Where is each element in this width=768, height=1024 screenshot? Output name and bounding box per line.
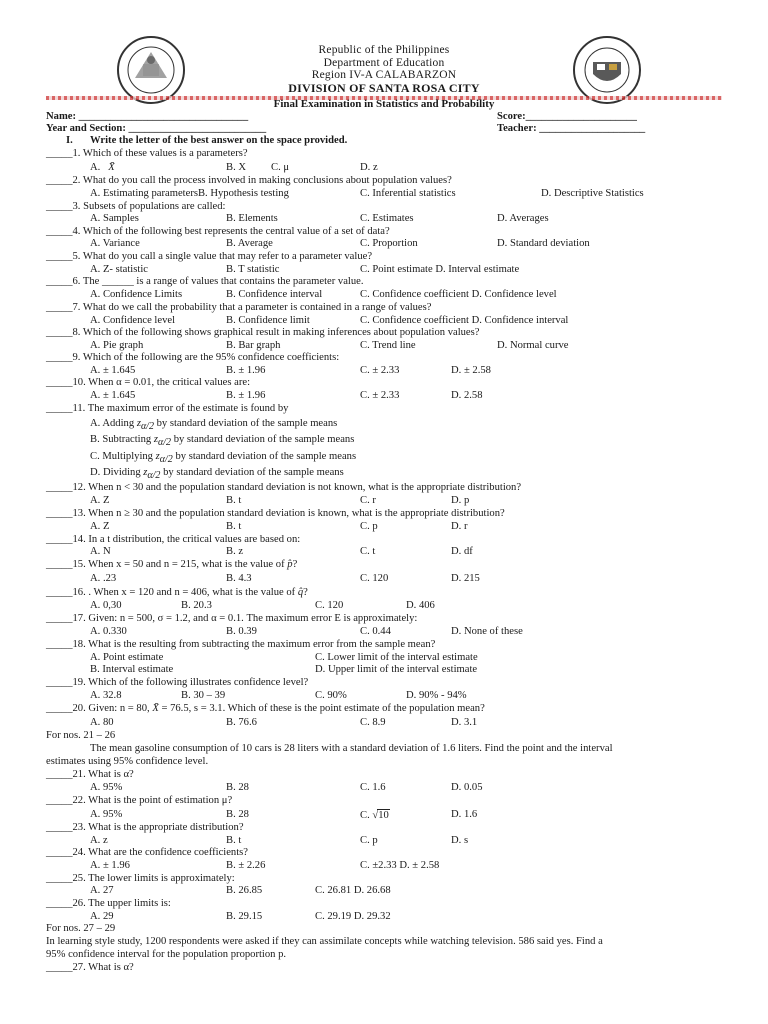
question-1: _____1. Which of these values is a parameters? bbox=[46, 148, 248, 159]
passage-2-line-1: In learning style study, 1200 respondents were asked if they can assimilate concepts while watching television. 586 said yes. Find a bbox=[46, 936, 603, 947]
q20-choice-a: A. 80 bbox=[90, 717, 114, 728]
q3-choice-b: B. Elements bbox=[226, 213, 278, 224]
q1-choice-c: C. μ bbox=[271, 162, 290, 173]
question-13: _____13. When n ≥ 30 and the population standard deviation is known, what is the appropriate distribution? bbox=[46, 508, 505, 519]
q2-choice-ab: A. Estimating parametersB. Hypothesis testing bbox=[90, 188, 289, 199]
q14-choice-a: A. N bbox=[90, 546, 111, 557]
q8-choice-b: B. Bar graph bbox=[226, 340, 281, 351]
q13-choice-b: B. t bbox=[226, 521, 242, 532]
q11-choice-b: B. Subtracting $z_{\alpha/2}$ by standard deviation of the sample means bbox=[90, 434, 355, 449]
q23-choice-a: A. z bbox=[90, 835, 108, 846]
question-15: _____15. When x = 50 and n = 215, what is the value of p̂? bbox=[46, 559, 298, 570]
q4-choice-b: B. Average bbox=[226, 238, 273, 249]
question-23: _____23. What is the appropriate distribution? bbox=[46, 822, 244, 833]
question-4: _____4. Which of the following best represents the central value of a set of data? bbox=[46, 226, 390, 237]
q24-choice-cd: C. ±2.33 D. ± 2.58 bbox=[360, 860, 440, 871]
republic-line: Republic of the Philippines bbox=[318, 44, 450, 56]
question-25: _____25. The lower limits is approximately: bbox=[46, 873, 235, 884]
q16-choice-d: D. 406 bbox=[406, 600, 435, 611]
q1-choice-b: B. X bbox=[226, 162, 247, 173]
question-22: _____22. What is the point of estimation μ? bbox=[46, 795, 233, 806]
q9-choice-a: A. ± 1.645 bbox=[90, 365, 136, 376]
question-2: _____2. What do you call the process involved in making conclusions about population values? bbox=[46, 175, 452, 186]
q12-choice-d: D. p bbox=[451, 495, 470, 506]
q5-choice-cd: C. Point estimate D. Interval estimate bbox=[360, 264, 520, 275]
q24-choice-b: B. ± 2.26 bbox=[226, 860, 266, 871]
question-11: _____11. The maximum error of the estimate is found by bbox=[46, 403, 289, 414]
q5-choice-a: A. Z- statistic bbox=[90, 264, 148, 275]
q15-choice-d: D. 215 bbox=[451, 573, 480, 584]
q18-choice-c: C. Lower limit of the interval estimate bbox=[315, 652, 478, 663]
question-16: _____16. . When x = 120 and n = 406, what is the value of q̂? bbox=[46, 587, 308, 598]
q22-choice-b: B. 28 bbox=[226, 809, 249, 820]
q4-choice-d: D. Standard deviation bbox=[497, 238, 590, 249]
question-19: _____19. Which of the following illustrates confidence level? bbox=[46, 677, 309, 688]
q18-choice-a: A. Point estimate bbox=[90, 652, 164, 663]
q16-choice-a: A. 0,30 bbox=[90, 600, 122, 611]
q10-choice-c: C. ± 2.33 bbox=[360, 390, 400, 401]
q6-choice-cd: C. Confidence coefficient D. Confidence level bbox=[360, 289, 557, 300]
year-section-field[interactable]: Year and Section: __________________________ bbox=[46, 123, 267, 134]
q17-choice-a: A. 0.330 bbox=[90, 626, 127, 637]
passage-1-line-1: The mean gasoline consumption of 10 cars is 28 liters with a standard deviation of 1.6 liters. Find the point and the interval bbox=[90, 743, 613, 754]
question-7: _____7. What do we call the probability that a parameter is contained in a range of values? bbox=[46, 302, 432, 313]
q12-choice-c: C. r bbox=[360, 495, 376, 506]
q21-choice-b: B. 28 bbox=[226, 782, 249, 793]
question-3: _____3. Subsets of populations are called: bbox=[46, 201, 226, 212]
question-12: _____12. When n < 30 and the population standard deviation is not known, what is the appropriate distribution? bbox=[46, 482, 522, 493]
exam-title: Final Examination in Statistics and Probability bbox=[273, 98, 495, 110]
question-24: _____24. What are the confidence coefficients? bbox=[46, 847, 248, 858]
question-6: _____6. The ______ is a range of values that contains the parameter value. bbox=[46, 276, 364, 287]
q19-choice-c: C. 90% bbox=[315, 690, 347, 701]
question-26: _____26. The upper limits is: bbox=[46, 898, 171, 909]
question-18: _____18. What is the resulting from subtracting the maximum error from the sample mean? bbox=[46, 639, 436, 650]
q10-choice-b: B. ± 1.96 bbox=[226, 390, 266, 401]
q11-choice-d: D. Dividing $z_{\alpha/2}$ by standard deviation of the sample means bbox=[90, 467, 344, 482]
q24-choice-a: A. ± 1.96 bbox=[90, 860, 130, 871]
department-line: Department of Education bbox=[323, 56, 445, 69]
q7-choice-b: B. Confidence limit bbox=[226, 315, 310, 326]
region-line: Region IV-A CALABARZON bbox=[311, 69, 457, 81]
q4-choice-a: A. Variance bbox=[90, 238, 140, 249]
q23-choice-b: B. t bbox=[226, 835, 242, 846]
q26-choice-a: A. 29 bbox=[90, 911, 114, 922]
q1-choice-d: D. z bbox=[360, 162, 378, 173]
q18-choice-b: B. Interval estimate bbox=[90, 664, 174, 675]
q19-choice-a: A. 32.8 bbox=[90, 690, 122, 701]
q9-choice-c: C. ± 2.33 bbox=[360, 365, 400, 376]
q13-choice-c: C. p bbox=[360, 521, 378, 532]
q14-choice-d: D. df bbox=[451, 546, 473, 557]
q6-choice-a: A. Confidence Limits bbox=[90, 289, 183, 300]
q25-choice-a: A. 27 bbox=[90, 885, 114, 896]
q8-choice-a: A. Pie graph bbox=[90, 340, 144, 351]
q10-choice-d: D. 2.58 bbox=[451, 390, 483, 401]
q21-choice-d: D. 0.05 bbox=[451, 782, 483, 793]
q1-choice-a: A. X̄ bbox=[90, 162, 115, 173]
question-10: _____10. When α = 0.01, the critical values are: bbox=[46, 377, 251, 388]
q12-choice-b: B. t bbox=[226, 495, 242, 506]
q19-choice-b: B. 30 – 39 bbox=[181, 690, 226, 701]
q16-choice-c: C. 120 bbox=[315, 600, 344, 611]
q21-choice-c: C. 1.6 bbox=[360, 782, 386, 793]
q9-choice-b: B. ± 1.96 bbox=[226, 365, 266, 376]
q17-choice-b: B. 0.39 bbox=[226, 626, 257, 637]
q3-choice-d: D. Averages bbox=[497, 213, 549, 224]
letterhead-text bbox=[0, 44, 768, 94]
q23-choice-d: D. s bbox=[451, 835, 469, 846]
q21-choice-a: A. 95% bbox=[90, 782, 123, 793]
q4-choice-c: C. Proportion bbox=[360, 238, 418, 249]
q11-choice-c: C. Multiplying $z_{\alpha/2}$ by standard deviation of the sample means bbox=[90, 451, 357, 466]
letterhead bbox=[0, 38, 768, 96]
question-5: _____5. What do you call a single value that may refer to a parameter value? bbox=[46, 251, 373, 262]
q12-choice-a: A. Z bbox=[90, 495, 110, 506]
question-14: _____14. In a t distribution, the critical values are based on: bbox=[46, 534, 301, 545]
q20-choice-b: B. 76.6 bbox=[226, 717, 257, 728]
question-17: _____17. Given: n = 500, σ = 1.2, and α = 0.1. The maximum error E is approximately: bbox=[46, 613, 418, 624]
q6-choice-b: B. Confidence interval bbox=[226, 289, 323, 300]
q9-choice-d: D. ± 2.58 bbox=[451, 365, 491, 376]
q22-choice-a: A. 95% bbox=[90, 809, 123, 820]
q25-choice-b: B. 26.85 bbox=[226, 885, 263, 896]
q7-choice-a: A. Confidence level bbox=[90, 315, 176, 326]
passage-1-line-2: estimates using 95% confidence level. bbox=[46, 756, 209, 767]
q22-choice-c: C. √10 bbox=[360, 810, 389, 821]
score-field[interactable]: Score:_____________________ bbox=[497, 111, 637, 122]
instruction-number: I. bbox=[66, 135, 73, 146]
q15-choice-b: B. 4.3 bbox=[226, 573, 252, 584]
section-label-21-26: For nos. 21 – 26 bbox=[46, 730, 116, 741]
q8-choice-d: D. Normal curve bbox=[497, 340, 569, 351]
question-8: _____8. Which of the following shows graphical result in making inferences about population values? bbox=[46, 327, 480, 338]
instruction-text: Write the letter of the best answer on the space provided. bbox=[90, 135, 348, 146]
q14-choice-c: C. t bbox=[360, 546, 376, 557]
q18-choice-d: D. Upper limit of the interval estimate bbox=[315, 664, 478, 675]
question-21: _____21. What is α? bbox=[46, 769, 134, 780]
q15-choice-c: C. 120 bbox=[360, 573, 389, 584]
q15-choice-a: A. .23 bbox=[90, 573, 117, 584]
q16-choice-b: B. 20.3 bbox=[181, 600, 212, 611]
section-label-27-29: For nos. 27 – 29 bbox=[46, 923, 116, 934]
question-9: _____9. Which of the following are the 95% confidence coefficients: bbox=[46, 352, 340, 363]
q17-choice-d: D. None of these bbox=[451, 626, 523, 637]
q20-choice-c: C. 8.9 bbox=[360, 717, 386, 728]
passage-2-line-2: 95% confidence interval for the population proportion p. bbox=[46, 949, 287, 960]
name-field[interactable]: Name: ________________________________ bbox=[46, 111, 249, 122]
q23-choice-c: C. p bbox=[360, 835, 378, 846]
teacher-field[interactable]: Teacher: ____________________ bbox=[497, 123, 646, 134]
q5-choice-b: B. T statistic bbox=[226, 264, 280, 275]
q26-choice-cd: C. 29.19 D. 29.32 bbox=[315, 911, 391, 922]
q3-choice-c: C. Estimates bbox=[360, 213, 414, 224]
q25-choice-cd: C. 26.81 D. 26.68 bbox=[315, 885, 391, 896]
q13-choice-a: A. Z bbox=[90, 521, 110, 532]
q7-choice-cd: C. Confidence coefficient D. Confidence interval bbox=[360, 315, 569, 326]
q8-choice-c: C. Trend line bbox=[360, 340, 416, 351]
q19-choice-d: D. 90% - 94% bbox=[406, 690, 467, 701]
q26-choice-b: B. 29.15 bbox=[226, 911, 263, 922]
q14-choice-b: B. z bbox=[226, 546, 244, 557]
question-27: _____27. What is α? bbox=[46, 962, 134, 973]
q17-choice-c: C. 0.44 bbox=[360, 626, 391, 637]
question-20: _____20. Given: n = 80, X̄ = 76.5, s = 3.1. Which of these is the point estimate of the population mean? bbox=[46, 703, 485, 714]
q2-choice-d: D. Descriptive Statistics bbox=[541, 188, 644, 199]
q2-choice-c: C. Inferential statistics bbox=[360, 188, 456, 199]
division-line: DIVISION OF SANTA ROSA CITY bbox=[288, 80, 480, 95]
q20-choice-d: D. 3.1 bbox=[451, 717, 478, 728]
q3-choice-a: A. Samples bbox=[90, 213, 139, 224]
q11-choice-a: A. Adding $z_{\alpha/2}$ by standard deviation of the sample means bbox=[90, 418, 338, 433]
q22-choice-d: D. 1.6 bbox=[451, 809, 478, 820]
q10-choice-a: A. ± 1.645 bbox=[90, 390, 136, 401]
q13-choice-d: D. r bbox=[451, 521, 468, 532]
